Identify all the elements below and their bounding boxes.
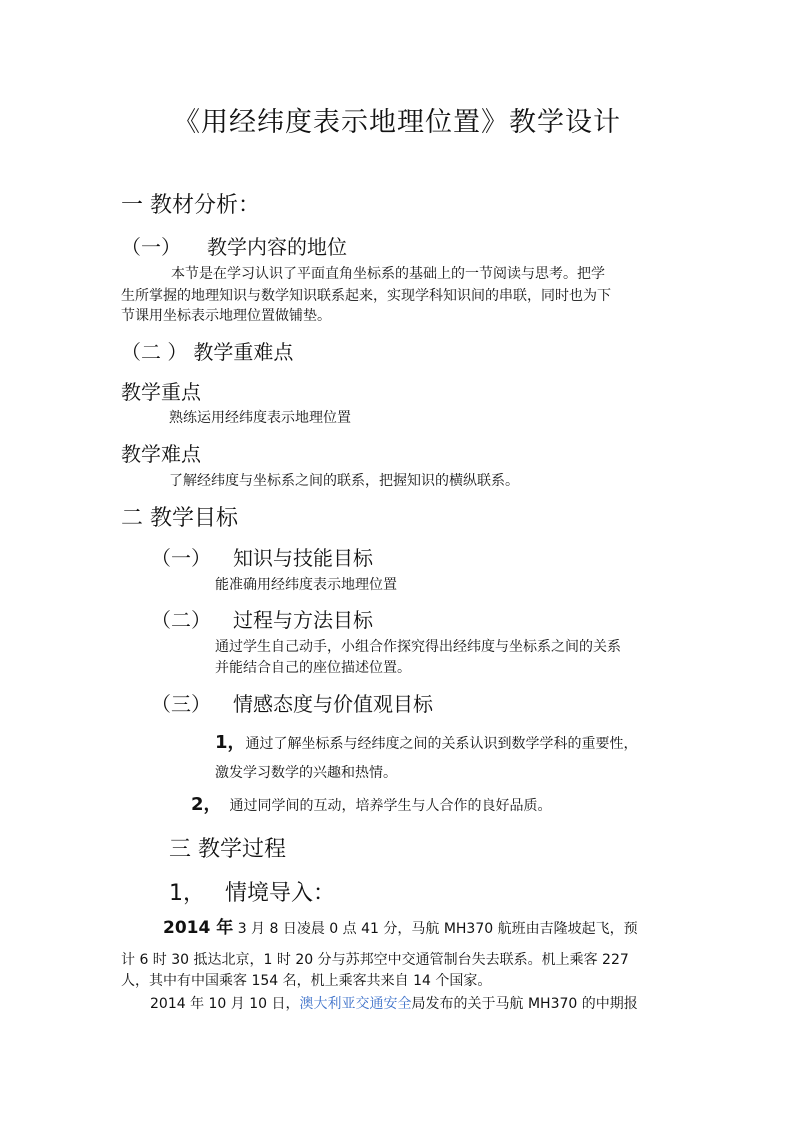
hyperlink-text[interactable]: 澳大利亚交通安全 xyxy=(299,996,412,1012)
item-number: 2， xyxy=(191,794,222,815)
page-title: 《用经纬度表示地理位置》教学设计 xyxy=(173,107,621,138)
step-1-heading xyxy=(169,876,335,907)
item-number: 1， xyxy=(215,732,246,753)
paragraph-text: 3 月 8 日凌晨 0 点 41 分，马航 MH370 航班由吉隆坡起飞，预 xyxy=(237,921,638,937)
key-point-text: 熟练运用经纬度表示地理位置 xyxy=(169,410,351,426)
step-1-text: 情境导入： xyxy=(225,881,336,906)
goal-1-text: 知识与技能目标 xyxy=(233,546,373,570)
section-3-heading: 三 教学过程 xyxy=(169,837,286,862)
subsection-1-1-label: （一） xyxy=(121,235,181,259)
item-text: 通过了解坐标系与经纬度之间的关系认识到数学学科的重要性， xyxy=(245,736,638,752)
paragraph-line xyxy=(150,994,638,1014)
goal-3-item-2 xyxy=(191,795,552,816)
year-text: 2014 年 xyxy=(163,918,234,938)
section-2-heading: 二 教学目标 xyxy=(121,506,238,531)
goal-2 xyxy=(151,604,373,633)
goal-3 xyxy=(151,688,433,717)
goal-3-item-1 xyxy=(215,733,638,754)
paragraph-line: 节课用坐标表示地理位置做铺垫。 xyxy=(121,308,331,324)
key-point-heading: 教学重点 xyxy=(121,380,201,404)
goal-2-label: （二） xyxy=(151,608,211,632)
paragraph-line: 本节是在学习认识了平面直角坐标系的基础上的一节阅读与思考。把学 xyxy=(171,266,605,282)
difficulty-text: 了解经纬度与坐标系之间的联系，把握知识的横纵联系。 xyxy=(169,473,519,489)
goal-1 xyxy=(151,542,373,571)
goal-1-label: （一） xyxy=(151,546,211,570)
step-1-number: 1， xyxy=(169,881,205,906)
paragraph-line: 计 6 时 30 抵达北京，1 时 20 分与苏邦空中交通管制台失去联系。机上乘客 227 xyxy=(121,952,629,968)
paragraph-line xyxy=(163,918,638,939)
difficulty-heading: 教学难点 xyxy=(121,442,201,466)
item-text: 通过同学间的互动，培养学生与人合作的良好品质。 xyxy=(229,798,552,814)
subsection-1-2 xyxy=(121,336,293,365)
subsection-1-1-text: 教学内容的地位 xyxy=(207,235,347,259)
paragraph-line: 人，其中有中国乘客 154 名，机上乘客共来自 14 个国家。 xyxy=(121,973,492,989)
subsection-1-2-text: 教学重难点 xyxy=(193,340,294,364)
goal-1-body: 能准确用经纬度表示地理位置 xyxy=(215,577,397,593)
subsection-1-2-label: （二 ） xyxy=(121,340,188,364)
goal-2-body-line: 并能结合自己的座位描述位置。 xyxy=(215,660,411,676)
goal-2-text: 过程与方法目标 xyxy=(233,608,373,632)
goal-2-body-line: 通过学生自己动手，小组合作探究得出经纬度与坐标系之间的关系 xyxy=(215,639,621,655)
paragraph-line: 生所掌握的地理知识与数学知识联系起来，实现学科知识间的串联，同时也为下 xyxy=(121,288,611,304)
paragraph-text: 局发布的关于马航 MH370 的中期报 xyxy=(411,996,638,1012)
goal-3-label: （三） xyxy=(151,692,211,716)
section-1-heading: 一 教材分析： xyxy=(121,193,260,218)
subsection-1-1 xyxy=(121,231,347,260)
goal-3-text: 情感态度与价值观目标 xyxy=(233,692,433,716)
paragraph-text: 2014 年 10 月 10 日， xyxy=(150,996,300,1012)
goal-3-item-1-cont: 激发学习数学的兴趣和热情。 xyxy=(215,765,397,781)
